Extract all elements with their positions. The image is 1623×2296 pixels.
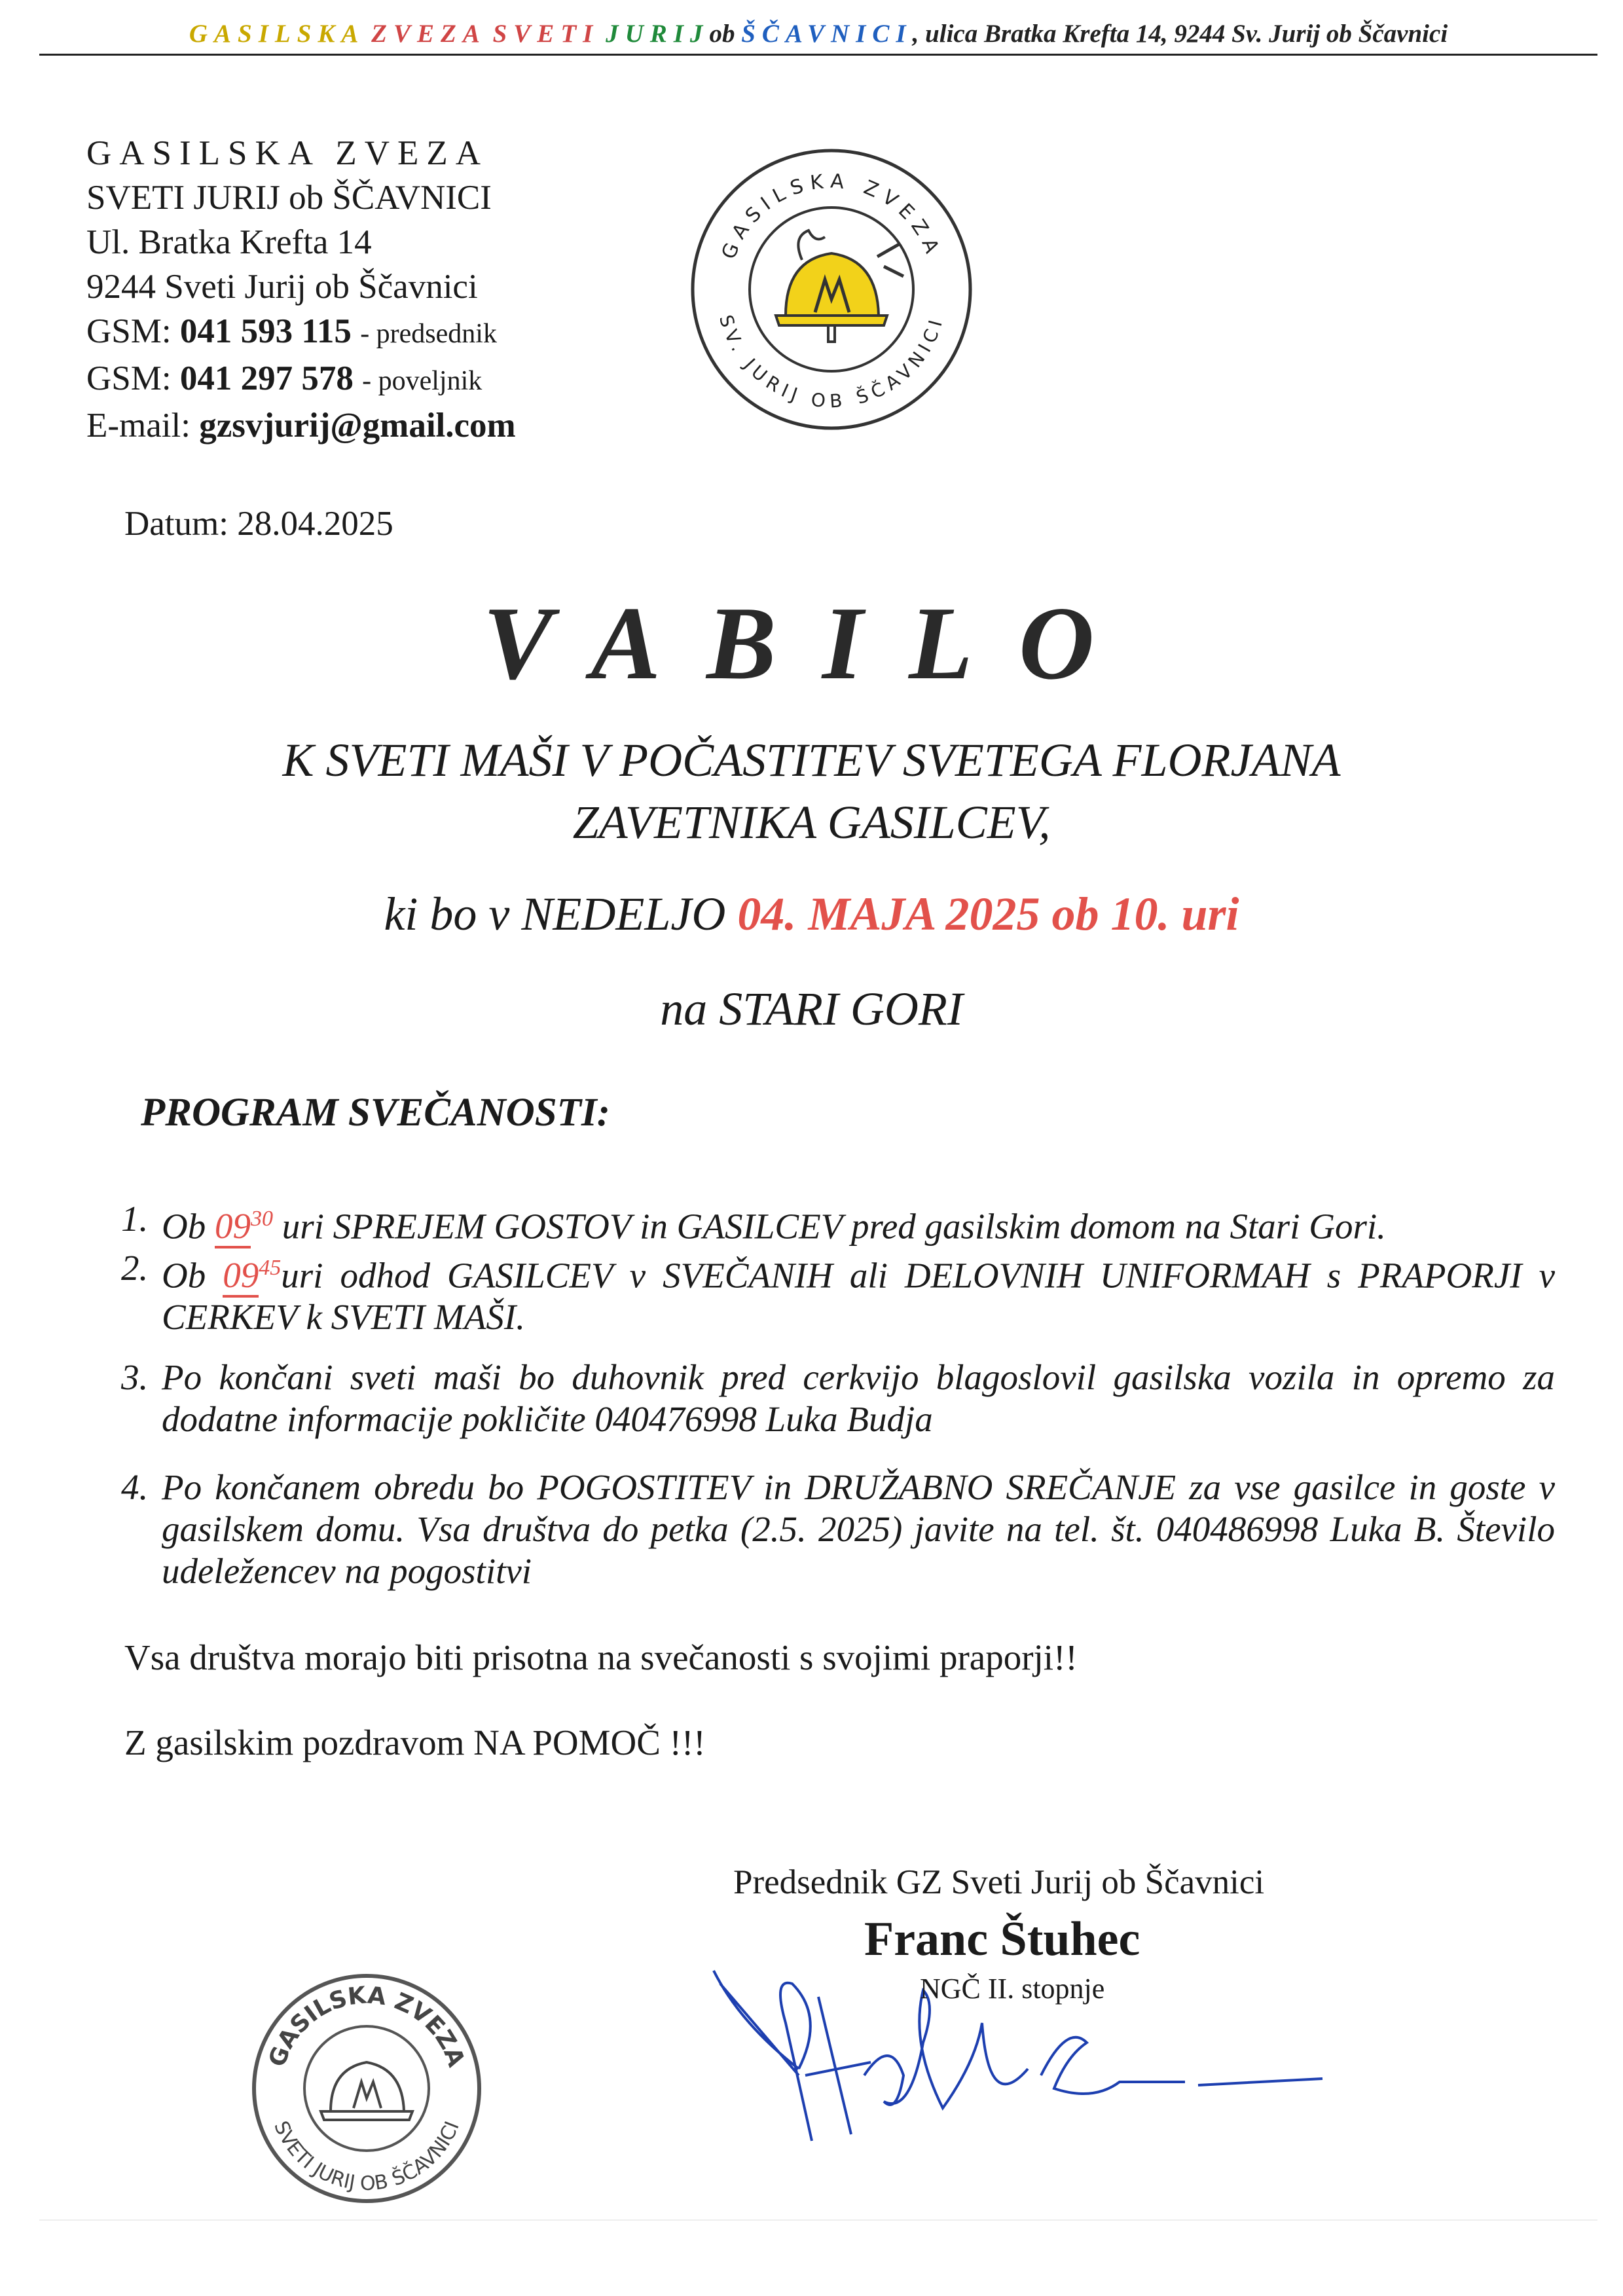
letterhead-word-sveti: SVETI — [492, 20, 600, 48]
sender-address — [86, 131, 516, 448]
email-line — [86, 403, 516, 448]
logo-bottom-text: SV. JURIJ OB ŠČAVNICI — [714, 312, 948, 412]
signatory-name: Franc Štuhec — [864, 1912, 1140, 1966]
program-item-pre: Ob — [162, 1255, 206, 1296]
street: Ul. Bratka Krefta 14 — [86, 223, 372, 261]
event-time-prefix: ki bo v NEDELJO — [384, 888, 726, 940]
program-item-text: uri SPREJEM GOSTOV in GASILCEV pred gasilskim domom na Stari Gori. — [282, 1206, 1386, 1247]
gsm-role-2: - poveljnik — [362, 366, 483, 396]
program-item-number: 3. — [121, 1357, 149, 1397]
subtitle-line-1: K SVETI MAŠI V POČASTITEV SVETEGA FLORJANA — [282, 734, 1341, 786]
svg-text:SV. JURIJ OB ŠČAVNICI — [715, 312, 948, 412]
helmet-icon — [321, 2062, 412, 2120]
letterhead-word-gasilska: GASILSKA — [189, 20, 365, 48]
letterhead-word-ob: ob — [709, 20, 735, 48]
program-item-1 — [121, 1198, 1555, 1247]
program-time-hour: 09 — [215, 1206, 251, 1248]
helmet-icon — [776, 230, 903, 342]
program-item-text: Po končanem obredu bo POGOSTITEV in DRUŽABNO SREČANJE za vse gasilce in goste v gasilskem domu. Vsa društva do petka (2.5. 2025) javite na tel. št. 040486998 Luka B. Število udeležencev na pogostitvi — [162, 1467, 1555, 1591]
signatory-rank: NGČ II. stopnje — [920, 1973, 1105, 2005]
program-item-text: uri odhod GASILCEV v SVEČANIH ali DELOVNIH UNIFORMAH s PRAPORJI v CERKEV k SVETI MAŠI. — [162, 1255, 1556, 1338]
stamp-bottom-text: SVETI JURIJ OB ŠČAVNICI — [269, 2117, 464, 2196]
svg-text:GASILSKA ZVEZA — [718, 170, 946, 263]
document-date: Datum: 28.04.2025 — [124, 505, 393, 543]
phone-president — [86, 309, 516, 356]
email-label: E-mail: — [86, 407, 191, 445]
program-time-minutes: 45 — [259, 1256, 282, 1280]
org-name: GASILSKA ZVEZA — [86, 134, 489, 172]
event-time — [0, 887, 1623, 941]
program-item-pre: Ob — [162, 1206, 206, 1247]
phone-commander — [86, 356, 516, 403]
gsm-number-2: 041 297 578 — [179, 359, 354, 397]
org-name-2: SVETI JURIJ ob ŠČAVNICI — [86, 179, 492, 217]
postal-city: 9244 Sveti Jurij ob Ščavnici — [86, 268, 478, 306]
program-item-2 — [121, 1247, 1555, 1338]
signatory-title: Predsednik GZ Sveti Jurij ob Ščavnici — [733, 1863, 1265, 1901]
letterhead-word-scavnici: ŠČAVNICI — [741, 20, 913, 48]
program-time-hour: 09 — [223, 1255, 259, 1298]
program-item-3 — [121, 1357, 1555, 1440]
program-item-number: 4. — [121, 1467, 149, 1507]
footer-divider — [39, 2219, 1597, 2221]
letterhead-line — [39, 14, 1597, 56]
subtitle-line-2: ZAVETNIKA GASILCEV, — [572, 796, 1051, 848]
program-item-text: Po končani sveti maši bo duhovnik pred cerkvijo blagoslovil gasilska vozila in opremo za dodatne informacije pokličite 040476998 Luka Budja — [162, 1357, 1555, 1439]
letterhead-address: , ulica Bratka Krefta 14, 9244 Sv. Jurij ob Ščavnici — [912, 20, 1448, 48]
letterhead-word-zveza: ZVEZA — [371, 20, 486, 48]
program-item-4 — [121, 1467, 1555, 1592]
gsm-number-1: 041 593 115 — [179, 312, 352, 350]
stamp-top-text: GASILSKA ZVEZA — [263, 1982, 470, 2071]
gsm-label: GSM: — [86, 359, 172, 397]
note-flags: Vsa društva morajo biti prisotna na svečanosti s svojimi praporji!! — [124, 1637, 1078, 1677]
program-heading: PROGRAM SVEČANOSTI: — [141, 1091, 610, 1135]
program-time-minutes: 30 — [250, 1207, 273, 1231]
program-item-number: 2. — [121, 1248, 149, 1288]
gsm-role-1: - predsednik — [360, 319, 497, 349]
gsm-label: GSM: — [86, 312, 172, 350]
program-item-number: 1. — [121, 1199, 149, 1239]
letterhead-word-jurij: JURIJ — [606, 20, 710, 48]
logo-top-text: GASILSKA ZVEZA — [717, 170, 946, 263]
email-address[interactable]: gzsvjurij@gmail.com — [199, 407, 516, 445]
note-greeting: Z gasilskim pozdravom NA POMOČ !!! — [124, 1722, 706, 1762]
svg-text:SVETI JURIJ OB ŠČAVNICI — [269, 2118, 464, 2195]
firefighter-association-logo — [687, 145, 976, 433]
page-title: VABILO — [483, 585, 1140, 701]
event-place: na STARI GORI — [660, 983, 963, 1035]
official-stamp — [249, 1971, 484, 2206]
event-date-highlight: 04. MAJA 2025 ob 10. uri — [737, 888, 1239, 940]
